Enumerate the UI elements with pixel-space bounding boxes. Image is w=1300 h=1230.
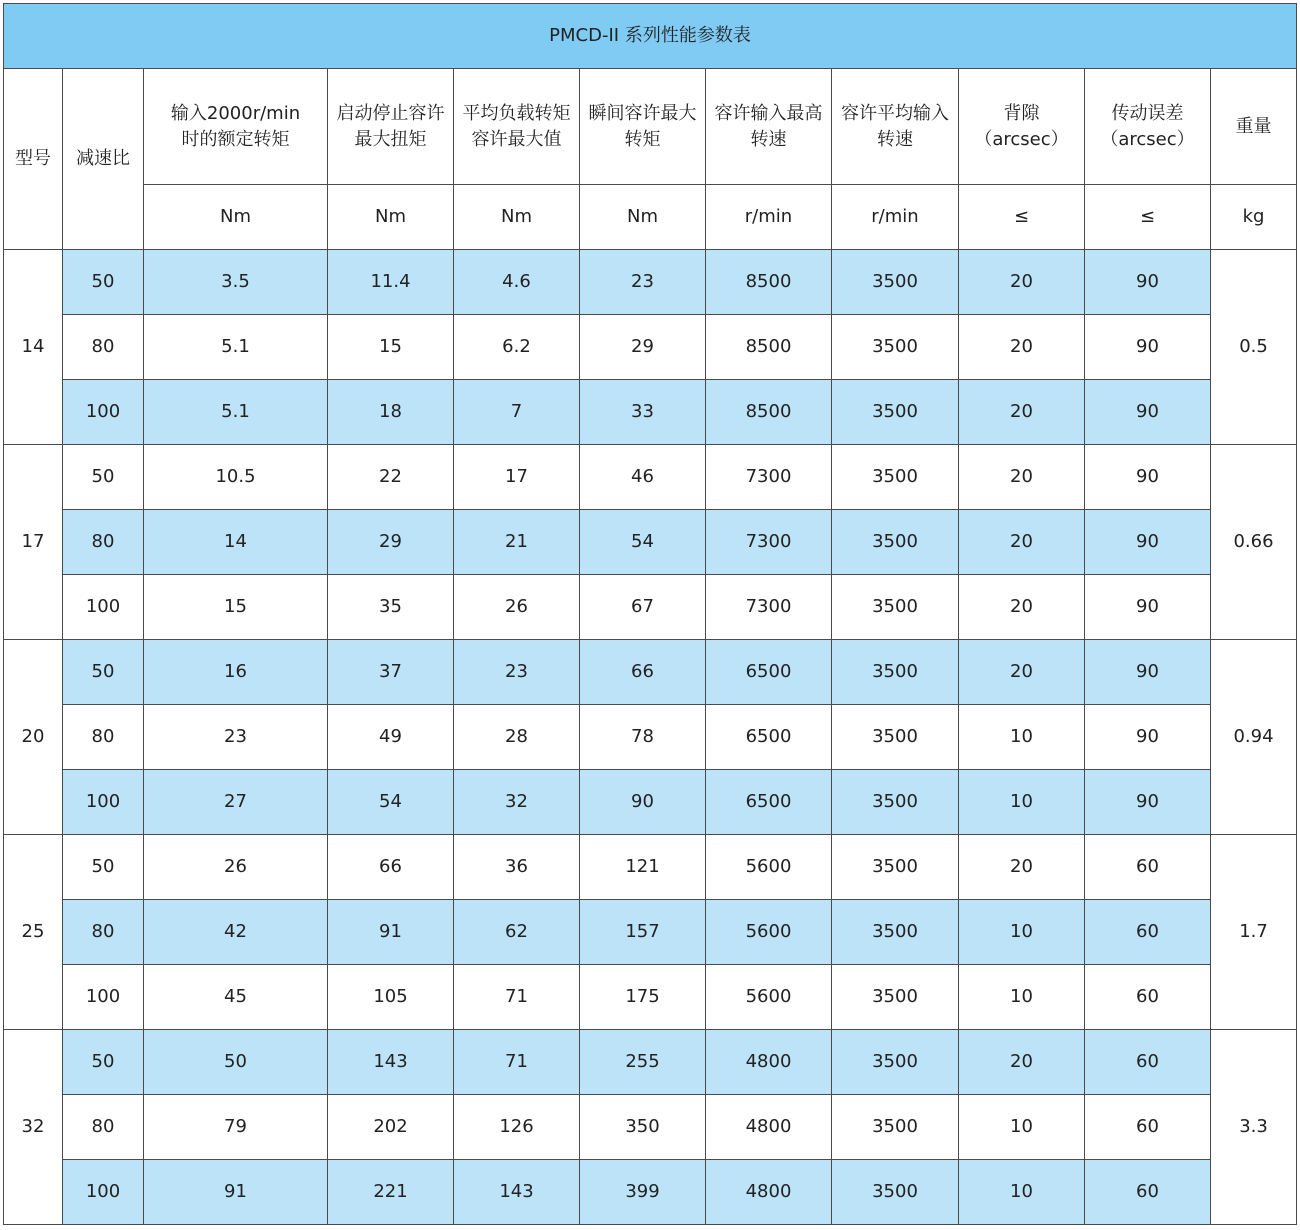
value-cell: 7	[454, 380, 580, 445]
ratio-cell: 80	[63, 900, 144, 965]
table-row	[4, 965, 1297, 1030]
value-cell: 50	[144, 1030, 328, 1095]
table-row	[4, 510, 1297, 575]
value-cell: 8500	[706, 250, 832, 315]
header-label: 背隙 （arcsec）	[974, 102, 1069, 150]
value-cell: 20	[959, 835, 1085, 900]
value-cell: 20	[959, 575, 1085, 640]
value-cell: 20	[959, 640, 1085, 705]
weight-cell: 0.5	[1211, 250, 1297, 445]
value-cell: 6500	[706, 705, 832, 770]
value-cell: 3500	[832, 770, 959, 835]
value-cell: 3500	[832, 1160, 959, 1225]
value-cell: 105	[328, 965, 454, 1030]
value-cell: 60	[1085, 835, 1211, 900]
value-cell: 23	[144, 705, 328, 770]
value-cell: 6.2	[454, 315, 580, 380]
value-cell: 33	[580, 380, 706, 445]
value-cell: 46	[580, 445, 706, 510]
value-cell: 90	[1085, 640, 1211, 705]
value-cell: 60	[1085, 965, 1211, 1030]
value-cell: 4.6	[454, 250, 580, 315]
value-cell: 202	[328, 1095, 454, 1160]
value-cell: 20	[959, 250, 1085, 315]
table-row	[4, 1030, 1297, 1095]
value-cell: 37	[328, 640, 454, 705]
value-cell: 18	[328, 380, 454, 445]
ratio-cell: 50	[63, 445, 144, 510]
weight-cell: 0.94	[1211, 640, 1297, 835]
table-row	[4, 770, 1297, 835]
value-cell: 15	[328, 315, 454, 380]
value-cell: 3.5	[144, 250, 328, 315]
unit-cell: Nm	[454, 185, 580, 250]
value-cell: 175	[580, 965, 706, 1030]
ratio-cell: 80	[63, 510, 144, 575]
ratio-cell: 100	[63, 965, 144, 1030]
value-cell: 4800	[706, 1160, 832, 1225]
value-cell: 26	[144, 835, 328, 900]
table-row	[4, 380, 1297, 445]
value-cell: 78	[580, 705, 706, 770]
value-cell: 10	[959, 1160, 1085, 1225]
value-cell: 350	[580, 1095, 706, 1160]
value-cell: 20	[959, 380, 1085, 445]
value-cell: 8500	[706, 315, 832, 380]
value-cell: 4800	[706, 1095, 832, 1160]
value-cell: 5.1	[144, 380, 328, 445]
value-cell: 20	[959, 445, 1085, 510]
value-cell: 5600	[706, 900, 832, 965]
value-cell: 54	[328, 770, 454, 835]
header-row	[4, 69, 1297, 185]
header-model: 型号	[4, 69, 63, 250]
value-cell: 90	[1085, 315, 1211, 380]
value-cell: 60	[1085, 1095, 1211, 1160]
value-cell: 42	[144, 900, 328, 965]
value-cell: 66	[580, 640, 706, 705]
value-cell: 6500	[706, 770, 832, 835]
ratio-cell: 100	[63, 575, 144, 640]
model-cell: 25	[4, 835, 63, 1030]
value-cell: 7300	[706, 575, 832, 640]
header-avg-load-torque	[454, 69, 580, 185]
value-cell: 4800	[706, 1030, 832, 1095]
value-cell: 121	[580, 835, 706, 900]
title-row	[4, 4, 1297, 69]
ratio-cell: 80	[63, 315, 144, 380]
table-row	[4, 575, 1297, 640]
value-cell: 3500	[832, 510, 959, 575]
value-cell: 7300	[706, 445, 832, 510]
model-cell: 14	[4, 250, 63, 445]
value-cell: 157	[580, 900, 706, 965]
unit-cell: ≤	[959, 185, 1085, 250]
weight-cell: 3.3	[1211, 1030, 1297, 1225]
ratio-cell: 50	[63, 640, 144, 705]
header-label: 输入2000r/min 时的额定转矩	[170, 102, 301, 150]
value-cell: 3500	[832, 1095, 959, 1160]
header-avg-input-speed	[832, 69, 959, 185]
value-cell: 3500	[832, 250, 959, 315]
weight-cell: 1.7	[1211, 835, 1297, 1030]
value-cell: 90	[1085, 445, 1211, 510]
value-cell: 90	[1085, 380, 1211, 445]
value-cell: 10	[959, 1095, 1085, 1160]
value-cell: 32	[454, 770, 580, 835]
model-cell: 17	[4, 445, 63, 640]
ratio-cell: 100	[63, 770, 144, 835]
model-cell: 20	[4, 640, 63, 835]
header-label: 容许平均输入 转速	[841, 102, 949, 150]
header-label: 传动误差 （arcsec）	[1100, 102, 1195, 150]
value-cell: 29	[580, 315, 706, 380]
header-ratio: 减速比	[63, 69, 144, 250]
unit-cell: Nm	[580, 185, 706, 250]
value-cell: 71	[454, 1030, 580, 1095]
table-row	[4, 315, 1297, 380]
value-cell: 14	[144, 510, 328, 575]
value-cell: 20	[959, 1030, 1085, 1095]
value-cell: 3500	[832, 380, 959, 445]
value-cell: 3500	[832, 575, 959, 640]
header-label: 平均负载转矩 容许最大值	[462, 102, 571, 150]
unit-cell: r/min	[706, 185, 832, 250]
value-cell: 3500	[832, 965, 959, 1030]
value-cell: 5.1	[144, 315, 328, 380]
value-cell: 126	[454, 1095, 580, 1160]
value-cell: 49	[328, 705, 454, 770]
header-transmission-error	[1085, 69, 1211, 185]
ratio-cell: 100	[63, 380, 144, 445]
value-cell: 3500	[832, 640, 959, 705]
value-cell: 90	[1085, 510, 1211, 575]
ratio-cell: 80	[63, 1095, 144, 1160]
performance-table	[3, 3, 1297, 1225]
value-cell: 10.5	[144, 445, 328, 510]
header-momentary-torque	[580, 69, 706, 185]
value-cell: 3500	[832, 1030, 959, 1095]
ratio-cell: 50	[63, 1030, 144, 1095]
value-cell: 23	[580, 250, 706, 315]
unit-row	[4, 185, 1297, 250]
table-title: PMCD-II 系列性能参数表	[4, 4, 1297, 69]
unit-cell: Nm	[328, 185, 454, 250]
value-cell: 5600	[706, 835, 832, 900]
value-cell: 6500	[706, 640, 832, 705]
value-cell: 90	[1085, 705, 1211, 770]
value-cell: 90	[580, 770, 706, 835]
value-cell: 67	[580, 575, 706, 640]
value-cell: 20	[959, 315, 1085, 380]
value-cell: 255	[580, 1030, 706, 1095]
header-backlash	[959, 69, 1085, 185]
value-cell: 10	[959, 705, 1085, 770]
value-cell: 26	[454, 575, 580, 640]
value-cell: 90	[1085, 575, 1211, 640]
value-cell: 28	[454, 705, 580, 770]
value-cell: 221	[328, 1160, 454, 1225]
value-cell: 35	[328, 575, 454, 640]
value-cell: 5600	[706, 965, 832, 1030]
value-cell: 11.4	[328, 250, 454, 315]
table-row	[4, 1095, 1297, 1160]
value-cell: 79	[144, 1095, 328, 1160]
value-cell: 66	[328, 835, 454, 900]
value-cell: 62	[454, 900, 580, 965]
table-row	[4, 835, 1297, 900]
value-cell: 3500	[832, 445, 959, 510]
value-cell: 10	[959, 900, 1085, 965]
header-max-input-speed	[706, 69, 832, 185]
table-row	[4, 250, 1297, 315]
ratio-cell: 100	[63, 1160, 144, 1225]
value-cell: 143	[454, 1160, 580, 1225]
value-cell: 3500	[832, 705, 959, 770]
ratio-cell: 80	[63, 705, 144, 770]
value-cell: 16	[144, 640, 328, 705]
value-cell: 45	[144, 965, 328, 1030]
table-row	[4, 640, 1297, 705]
value-cell: 36	[454, 835, 580, 900]
value-cell: 90	[1085, 250, 1211, 315]
value-cell: 54	[580, 510, 706, 575]
value-cell: 8500	[706, 380, 832, 445]
header-label: 启动停止容许 最大扭矩	[336, 102, 445, 150]
value-cell: 21	[454, 510, 580, 575]
header-label: 容许输入最高 转速	[714, 102, 823, 150]
table-row	[4, 445, 1297, 510]
value-cell: 90	[1085, 770, 1211, 835]
header-rated-torque	[144, 69, 328, 185]
header-label: 瞬间容许最大 转矩	[588, 102, 697, 150]
value-cell: 20	[959, 510, 1085, 575]
value-cell: 29	[328, 510, 454, 575]
unit-cell: kg	[1211, 185, 1297, 250]
table-row	[4, 900, 1297, 965]
ratio-cell: 50	[63, 250, 144, 315]
value-cell: 7300	[706, 510, 832, 575]
header-weight: 重量	[1211, 69, 1297, 185]
unit-cell: r/min	[832, 185, 959, 250]
value-cell: 60	[1085, 1160, 1211, 1225]
value-cell: 22	[328, 445, 454, 510]
value-cell: 71	[454, 965, 580, 1030]
value-cell: 23	[454, 640, 580, 705]
table-row	[4, 705, 1297, 770]
header-start-stop-torque	[328, 69, 454, 185]
value-cell: 3500	[832, 900, 959, 965]
weight-cell: 0.66	[1211, 445, 1297, 640]
model-cell: 32	[4, 1030, 63, 1225]
value-cell: 3500	[832, 835, 959, 900]
value-cell: 399	[580, 1160, 706, 1225]
value-cell: 10	[959, 770, 1085, 835]
value-cell: 27	[144, 770, 328, 835]
table-row	[4, 1160, 1297, 1225]
value-cell: 91	[328, 900, 454, 965]
ratio-cell: 50	[63, 835, 144, 900]
value-cell: 10	[959, 965, 1085, 1030]
value-cell: 17	[454, 445, 580, 510]
value-cell: 60	[1085, 900, 1211, 965]
value-cell: 91	[144, 1160, 328, 1225]
value-cell: 3500	[832, 315, 959, 380]
value-cell: 60	[1085, 1030, 1211, 1095]
unit-cell: ≤	[1085, 185, 1211, 250]
unit-cell: Nm	[144, 185, 328, 250]
value-cell: 15	[144, 575, 328, 640]
value-cell: 143	[328, 1030, 454, 1095]
